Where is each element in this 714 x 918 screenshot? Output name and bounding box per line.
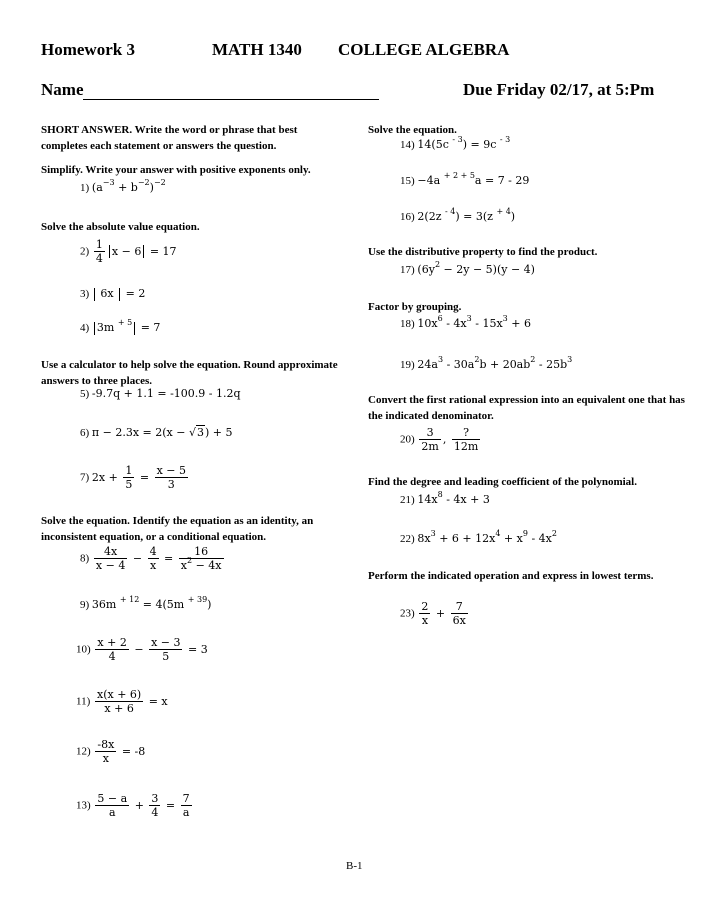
problem-number: 8) (80, 552, 90, 565)
problem-number: 23) (400, 607, 415, 620)
problem-number: 15) (400, 175, 415, 187)
section-absolute-value: Solve the absolute value equation. (41, 221, 200, 233)
problem-15: 15) −4a $^{+ 2 + 5}$a = 7 - 29 (400, 171, 530, 187)
section-solve: Solve the equation. (368, 124, 457, 136)
problem-number: 16) (400, 211, 415, 223)
name-label: Name (41, 80, 84, 99)
section-perform: Perform the indicated operation and express in lowest terms. (368, 570, 654, 582)
problem-23: 23) $\frac{2}{x}$ + $\frac{7}{6x}$ (400, 600, 466, 627)
problem-1: 1) $(a^{-3} + b^{-2})^{-2}$ (80, 178, 166, 194)
problem-11: 11) $\frac{x(x + 6)}{x + 6}$ = x (76, 688, 168, 715)
section-degree: Find the degree and leading coefficient of the polynomial. (368, 476, 637, 488)
section-simplify: Simplify. Write your answer with positive exponents only. (41, 164, 311, 176)
problem-8: 8) $\frac{4x}{x - 4}$ − $\frac{4}{x}$ = $\frac{16}{x^2 - 4x}$ (80, 545, 222, 572)
name-field (41, 80, 379, 100)
course-title: COLLEGE ALGEBRA (338, 40, 510, 59)
problem-number: 6) (80, 427, 90, 439)
problem-14: 14) 14(5c $^{- 3}$) = 9c $^{- 3}$ (400, 135, 511, 151)
problem-number: 17) (400, 264, 415, 276)
intro-instructions: SHORT ANSWER. Write the word or phrase that best completes each statement or answers the question. (41, 124, 298, 152)
section-calculator: Use a calculator to help solve the equation. Round approximate answers to three places. (41, 359, 338, 387)
problem-21: 21) $14x^8 - 4x + 3$ (400, 490, 490, 506)
problem-number: 7) (80, 471, 90, 484)
problem-number: 1) (80, 182, 90, 194)
problem-number: 2) (80, 245, 90, 258)
section-distributive: Use the distributive property to find the product. (368, 246, 598, 258)
problem-4: 4) 3m $^{+ 5}$ = 7 (80, 318, 161, 334)
problem-number: 21) (400, 494, 415, 506)
problem-6: 6) π − 2.3x = 2(x − √3) + 5 (80, 426, 233, 439)
problem-number: 5) (80, 388, 90, 400)
problem-number: 13) (76, 799, 91, 812)
problem-number: 10) (76, 643, 91, 656)
name-underline (83, 83, 379, 100)
problem-number: 12) (76, 745, 91, 758)
problem-13: 13) $\frac{5 - a}{a}$ + $\frac{3}{4}$ = $\frac{7}{a}$ (76, 792, 190, 819)
problem-19: 19) $24a^3 - 30a^2b + 20ab^2 - 25b^3$ (400, 355, 573, 371)
problem-3: 3) 6x = 2 (80, 287, 146, 300)
problem-number: 19) (400, 359, 415, 371)
course-number: MATH 1340 (212, 40, 302, 59)
due-date: Due Friday 02/17, at 5:Pm (463, 80, 655, 99)
problem-10: 10) $\frac{x + 2}{4}$ − $\frac{x - 3}{5}$ = 3 (76, 636, 208, 663)
problem-22: 22) $8x^3 + 6 + 12x^4 + x^9 - 4x^2$ (400, 529, 557, 545)
problem-number: 9) (80, 599, 90, 611)
problem-number: 14) (400, 139, 415, 151)
problem-7: 7) 2x + $\frac{1}{5}$ = $\frac{x - 5}{3}$ (80, 464, 186, 491)
section-identity: Solve the equation. Identify the equation as an identity, an inconsistent equation, or a conditional equation. (41, 515, 314, 543)
problem-2: 2) $\frac{1}{4}$ x − 6 = 17 (80, 238, 177, 265)
problem-number: 4) (80, 322, 90, 334)
problem-17: 17) $(6y^2 - 2y - 5)(y - 4)$ (400, 260, 535, 276)
problem-number: 11) (76, 695, 91, 708)
problem-number: 20) (400, 433, 415, 446)
problem-5: 5) -9.7q + 1.1 = -100.9 - 1.2q (80, 387, 241, 400)
problem-number: 22) (400, 533, 415, 545)
section-grouping: Factor by grouping. (368, 301, 462, 313)
homework-title: Homework 3 (41, 40, 135, 59)
problem-20: 20) $\frac{3}{2m}$ , $\frac{?}{12m}$ (400, 426, 479, 453)
problem-number: 18) (400, 318, 415, 330)
page-number: B-1 (346, 860, 363, 872)
problem-9: 9) 36m $^{+ 12}$ = 4(5m $^{+ 39}$) (80, 595, 212, 611)
section-convert: Convert the first rational expression into an equivalent one that has the indicated denominator. (368, 394, 685, 422)
problem-18: 18) $10x^6 - 4x^3 - 15x^3 + 6$ (400, 314, 531, 330)
problem-16: 16) 2(2z $^{- 4}$) = 3(z $^{+ 4}$) (400, 207, 516, 223)
problem-12: 12) $\frac{-8x}{x}$ = -8 (76, 738, 146, 765)
problem-number: 3) (80, 288, 90, 300)
